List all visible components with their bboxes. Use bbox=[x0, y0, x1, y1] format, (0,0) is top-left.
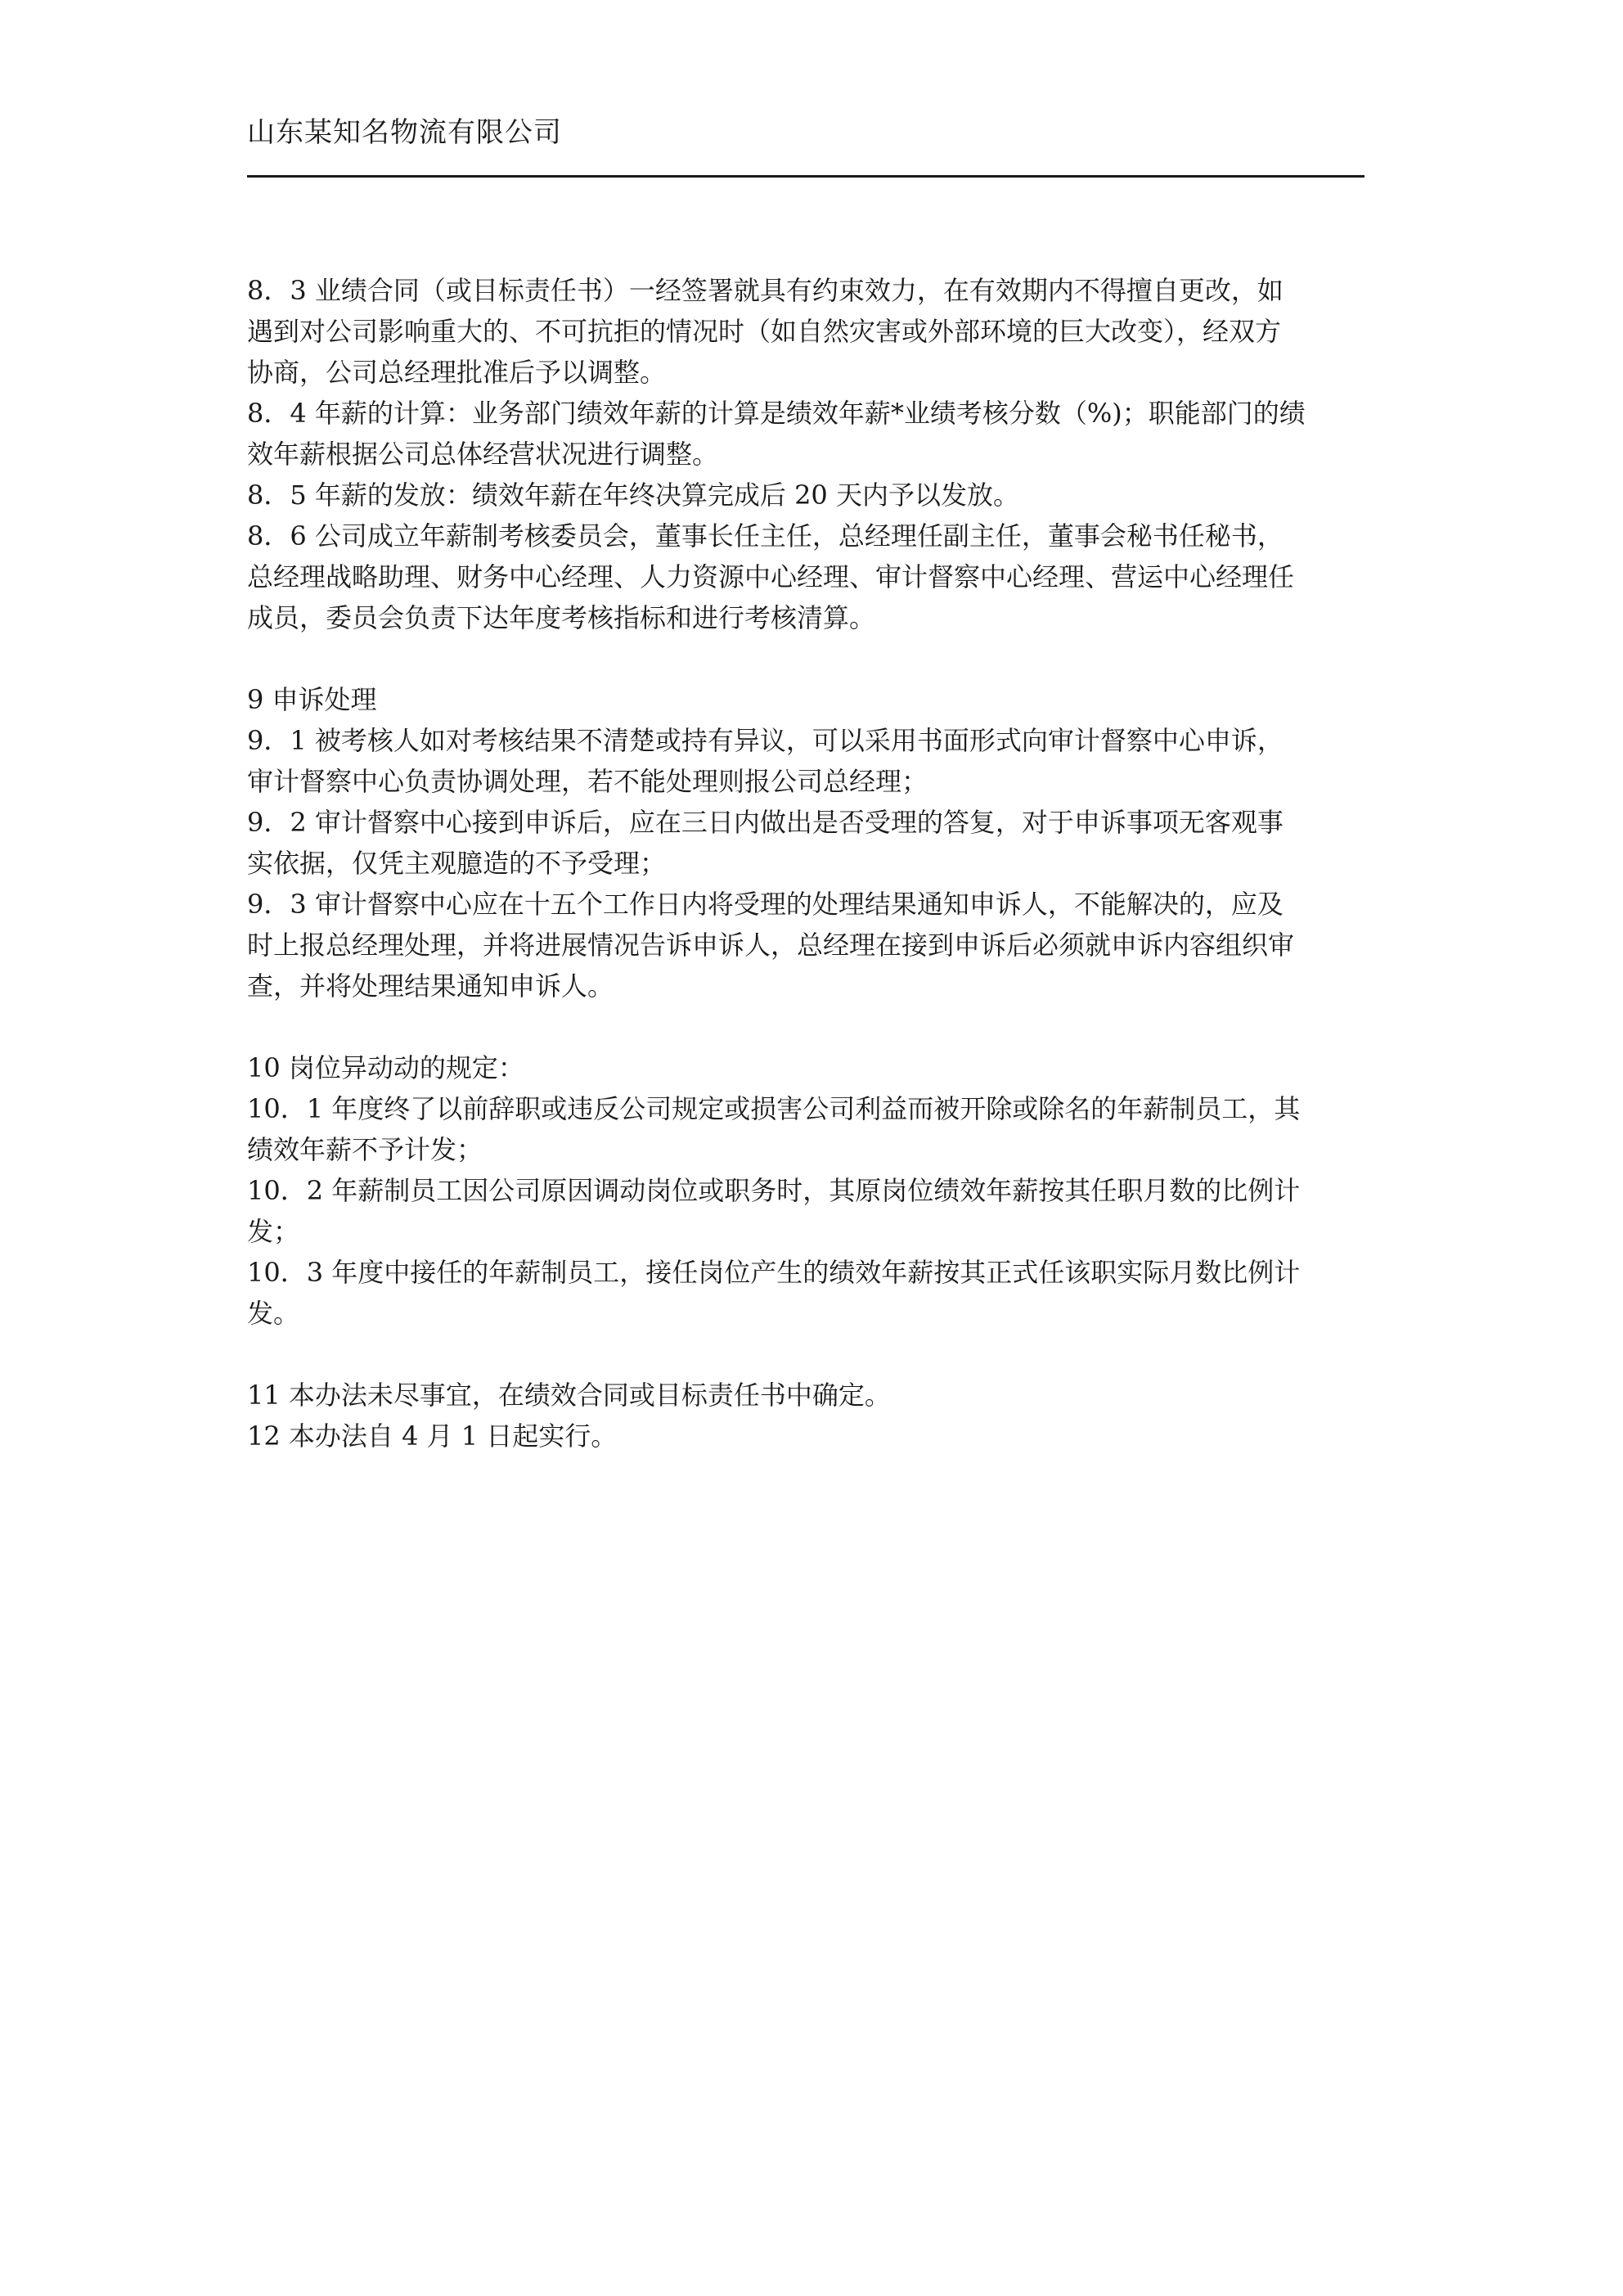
paragraph-10-3 bbox=[247, 1252, 1392, 1334]
section-12-text: 12 本办法自 4 月 1 日起实行。 bbox=[247, 1420, 618, 1452]
text-line: 总经理战略助理、财务中心经理、人力资源中心经理、审计督察中心经理、营运中心经理任 bbox=[247, 561, 1295, 592]
text-line: 9．3 审计督察中心应在十五个工作日内将受理的处理结果通知申诉人，不能解决的，应及 bbox=[247, 889, 1284, 920]
paragraph-9-2 bbox=[247, 802, 1392, 884]
text-line: 发。 bbox=[247, 1298, 300, 1329]
text-line: 10．3 年度中接任的年薪制员工，接任岗位产生的绩效年薪按其正式任该职实际月数比例计 bbox=[247, 1257, 1301, 1288]
text-line: 9．2 审计督察中心接到申诉后，应在三日内做出是否受理的答复，对于申诉事项无客观事 bbox=[247, 807, 1284, 838]
text-line: 效年薪根据公司总体经营状况进行调整。 bbox=[247, 439, 719, 470]
header-divider bbox=[247, 175, 1364, 178]
paragraph-gap bbox=[247, 1334, 1392, 1375]
company-header: 山东某知名物流有限公司 bbox=[247, 116, 562, 149]
section-11-text: 11 本办法未尽事宜，在绩效合同或目标责任书中确定。 bbox=[247, 1380, 891, 1411]
paragraph-10-1 bbox=[247, 1088, 1392, 1170]
paragraph-gap bbox=[247, 1006, 1392, 1047]
text-line: 8．5 年薪的发放：绩效年薪在年终决算完成后 20 天内予以发放。 bbox=[247, 479, 1019, 511]
paragraph-8-4 bbox=[247, 393, 1392, 475]
paragraph-8-3 bbox=[247, 270, 1392, 393]
text-line: 10．1 年度终了以前辞职或违反公司规定或损害公司利益而被开除或除名的年薪制员工，其 bbox=[247, 1093, 1301, 1124]
section-10-heading: 10 岗位异动动的规定： bbox=[247, 1052, 524, 1083]
text-line: 成员，委员会负责下达年度考核指标和进行考核清算。 bbox=[247, 602, 876, 633]
text-line: 8．4 年薪的计算：业务部门绩效年薪的计算是绩效年薪*业绩考核分数（%)；职能部门的绩 bbox=[247, 398, 1306, 429]
text-line: 10．2 年薪制员工因公司原因调动岗位或职务时，其原岗位绩效年薪按其任职月数的比例计 bbox=[247, 1175, 1301, 1206]
text-line: 时上报总经理处理，并将进展情况告诉申诉人，总经理在接到申诉后必须就申诉内容组织审 bbox=[247, 930, 1295, 961]
text-line: 实依据，仅凭主观臆造的不予受理； bbox=[247, 848, 667, 879]
paragraph-9-3 bbox=[247, 884, 1392, 1006]
text-line: 遇到对公司影响重大的、不可抗拒的情况时（如自然灾害或外部环境的巨大改变），经双方 bbox=[247, 316, 1282, 347]
paragraph-10-2 bbox=[247, 1170, 1392, 1252]
text-line: 8．6 公司成立年薪制考核委员会，董事长任主任，总经理任副主任，董事会秘书任秘书， bbox=[247, 520, 1284, 551]
text-line: 发； bbox=[247, 1216, 300, 1247]
paragraph-8-6 bbox=[247, 515, 1392, 638]
text-line: 绩效年薪不予计发； bbox=[247, 1134, 483, 1165]
text-line: 协商，公司总经理批准后予以调整。 bbox=[247, 357, 667, 388]
text-line: 查，并将处理结果通知申诉人。 bbox=[247, 970, 614, 1002]
section-9-heading: 9 申诉处理 bbox=[247, 684, 377, 715]
paragraph-gap bbox=[247, 638, 1392, 679]
paragraph-8-5 bbox=[247, 475, 1392, 515]
document-body bbox=[247, 270, 1392, 1456]
text-line: 8．3 业绩合同（或目标责任书）一经签署就具有约束效力，在有效期内不得擅自更改，如 bbox=[247, 275, 1284, 306]
text-line: 审计督察中心负责协调处理，若不能处理则报公司总经理； bbox=[247, 766, 928, 797]
paragraph-9-1 bbox=[247, 720, 1392, 802]
text-line: 9．1 被考核人如对考核结果不清楚或持有异议，可以采用书面形式向审计督察中心申诉， bbox=[247, 725, 1284, 756]
